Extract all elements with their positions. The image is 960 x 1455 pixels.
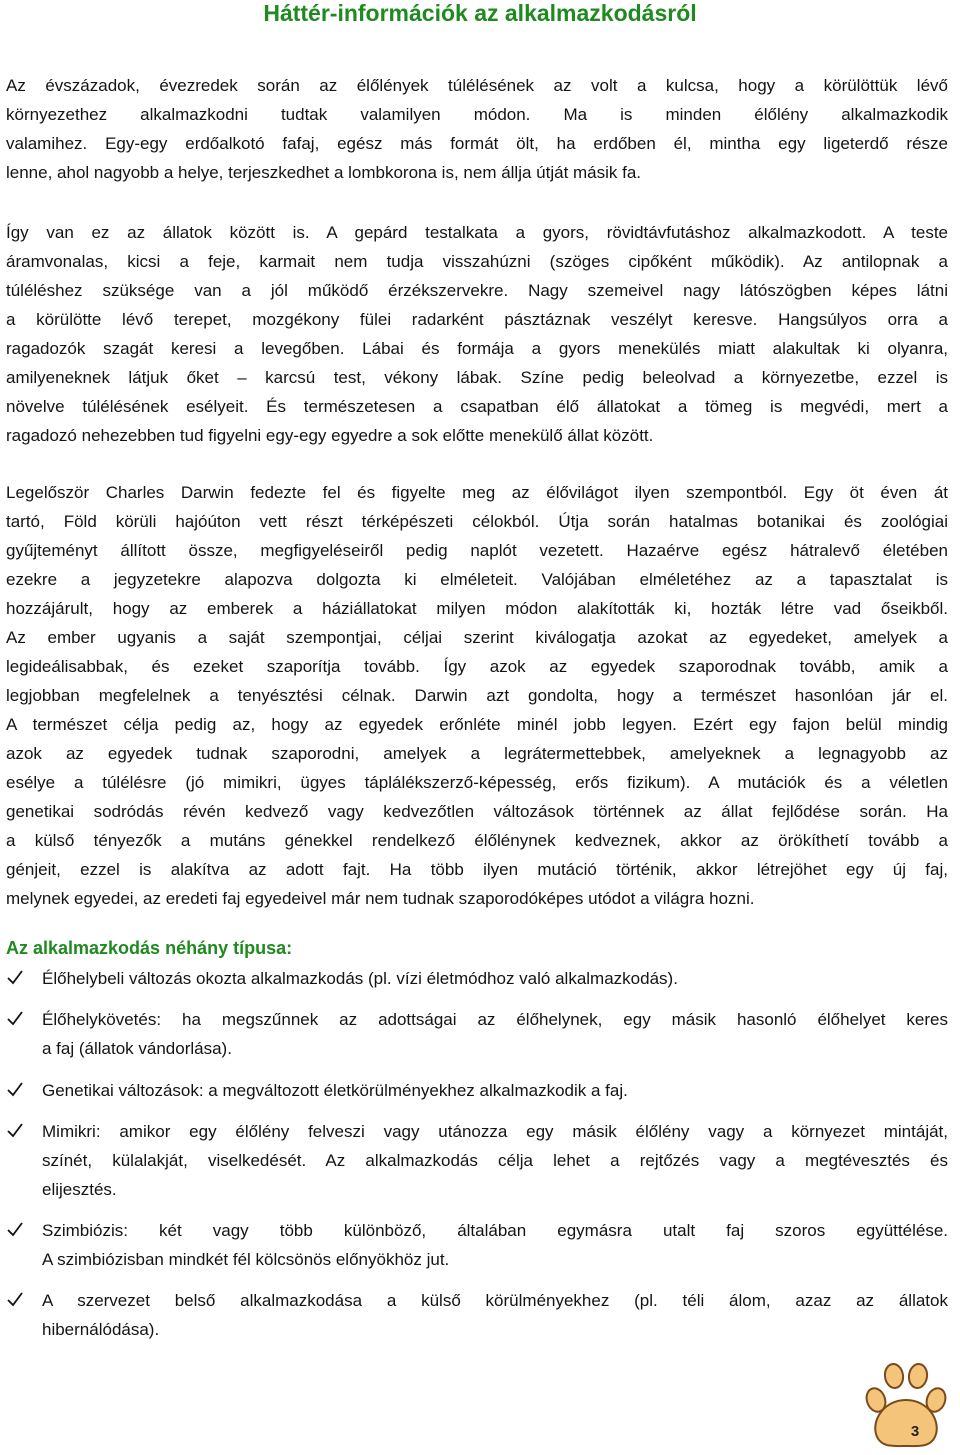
text-line: esélye a túlélésre (jó mimikri, ügyes táplálékszerző-képesség, erős fizikum). A mutációk és a véletlen (6, 773, 948, 792)
text-line: amilyeneknek látjuk őket – karcsú test, vékony lábak. Színe pedig beleolvad a környezetbe, ezzel is (6, 368, 948, 387)
text-line: Az ember ugyanis a saját szempontjai, céljai szerint kiválogatja azokat az egyedeket, amelyek a (6, 628, 948, 647)
paragraph-intro (6, 71, 948, 187)
text-line: túléléshez szüksége van a jól működő érzékszervekre. Nagy szemeivel nagy látószögben képes látni (6, 281, 948, 300)
text-line: ragadozó nehezebben tud figyelni egy-egy egyedre a sok előtte menekülő állat között. (6, 426, 654, 445)
checkmark-icon (6, 968, 24, 986)
text-line: valamihez. Egy-egy erdőalkotó fafaj, egész más formát ölt, ha erdőben él, mintha egy ligeterdő része (6, 134, 948, 153)
list-item-text: Élőhelybeli változás okozta alkalmazkodás (pl. vízi életmódhoz való alkalmazkodás). (42, 969, 678, 988)
list-item-text: Élőhelykövetés: ha megszűnnek az adottságai az élőhelynek, egy másik hasonló élőhelyet keres (42, 1010, 948, 1029)
checkmark-icon (6, 1220, 24, 1238)
text-line: gyűjteményt állított össze, megfigyeléseiről pedig naplót vezetett. Hazaérve egész hátralevő életében (6, 541, 948, 560)
text-line: a körülötte lévő terepet, mozgékony fülei radarként pásztáznak veszélyt keresve. Hangsúlyos orra a (6, 310, 948, 329)
list-item-text: elijesztés. (42, 1180, 117, 1199)
text-line: legideálisabbak, és ezeket szaporítja tovább. Így azok az egyedek szaporodnak tovább, amik a (6, 657, 948, 676)
list-item-text: hibernálódása). (42, 1320, 160, 1339)
page-title: Háttér-információk az alkalmazkodásról (263, 0, 697, 26)
text-line: génjeit, ezzel is alakítva az adott fajt. Ha több ilyen mutáció történik, akkor létrejöhet egy új faj, (6, 860, 948, 879)
text-line: A természet célja pedig az, hogy az egyedek erőnléte minél jobb legyen. Ezért egy fajon belül mindig (6, 715, 948, 734)
text-line: hozzájárult, hogy az emberek a háziállatokat milyen módon alakították ki, hozták létre vad őseikből. (6, 599, 948, 618)
list-item-text: a faj (állatok vándorlása). (42, 1039, 232, 1058)
text-line: Legelőször Charles Darwin fedezte fel és figyelte meg az élővilágot ilyen szempontból. Egy öt éven át (6, 483, 948, 502)
list-item-text: színét, külalakját, viselkedését. Az alkalmazkodás célja lehet a rejtőzés vagy a megtévesztés és (42, 1151, 948, 1170)
list-item-text: A szimbiózisban mindkét fél kölcsönös előnyökhöz jut. (42, 1250, 450, 1269)
text-line: legjobban megfelelnek a tenyésztési célnak. Darwin azt gondolta, hogy a természet hasonlóan jár el. (6, 686, 948, 705)
checkmark-icon (6, 1009, 24, 1027)
paragraph-animals (6, 218, 948, 450)
list-item-text: Mimikri: amikor egy élőlény felveszi vagy utánozza egy másik élőlény vagy a környezet mintáját, (42, 1122, 948, 1141)
text-line: környezethez alkalmazkodni tudtak valamilyen módon. Ma is minden élőlény alkalmazkodik (6, 105, 948, 124)
checkmark-icon (6, 1121, 24, 1139)
checkmark-icon (6, 1080, 24, 1098)
text-line: áramvonalas, kicsi a feje, karmait nem tudja visszahúzni (szöges cipőként működik). Az antilopnak a (6, 252, 948, 271)
list-item-text: Genetikai változások: a megváltozott életkörülményekhez alkalmazkodik a faj. (42, 1081, 628, 1100)
paragraph-darwin (6, 478, 948, 913)
list-item-text: A szervezet belső alkalmazkodása a külső körülményekhez (pl. téli álom, azaz az állatok (42, 1291, 948, 1310)
checkmark-icon (6, 1290, 24, 1308)
text-line: Így van ez az állatok között is. A gepárd testalkata a gyors, rövidtávfutáshoz alkalmazkodott. A teste (6, 223, 948, 242)
list-item-text: Szimbiózis: két vagy több különböző, általában egymásra utalt faj szoros együttélése. (42, 1221, 948, 1240)
text-line: növelve túlélésének esélyeit. És természetesen a csapatban élő állatokat a tömeg is megvédi, mert a (6, 397, 948, 416)
text-line: a külső tényezők a mutáns génekkel rendelkező élőlénynek kedveznek, akkor az örökíthetí tovább a (6, 831, 948, 850)
text-line: ezekre a jegyzetekre alapozva dolgozta ki elméleteit. Valójában elméletéhez az a tapasztalat is (6, 570, 948, 589)
page-number: 3 (910, 1423, 920, 1440)
text-line: Az évszázadok, évezredek során az élőlények túlélésének az volt a kulcsa, hogy a körülöttük lévő (6, 76, 948, 95)
text-line: tartó, Föld körüli hajóúton vett részt térképészeti célokból. Útja során hatalmas botanikai és zoológiai (6, 512, 948, 531)
text-line: lenne, ahol nagyobb a helye, terjeszkedhet a lombkorona is, nem állja útját másik fa. (6, 163, 642, 182)
text-line: ragadozók szagát keresi a levegőben. Lábai és formája a gyors menekülés miatt alakultak ki olyanra, (6, 339, 948, 358)
text-line: melynek egyedei, az eredeti faj egyedeivel már nem tudnak szaporodóképes utódot a világra hozni. (6, 889, 755, 908)
text-line: genetikai sodródás révén kedvező vagy kedvezőtlen változások történnek az állat fejlődése során. Ha (6, 802, 948, 821)
text-line: azok az egyedek tudnak szaporodni, amelyek a legrátermettebbek, amelyeknek a legnagyobb az (6, 744, 948, 763)
types-heading: Az alkalmazkodás néhány típusa: (6, 938, 293, 958)
